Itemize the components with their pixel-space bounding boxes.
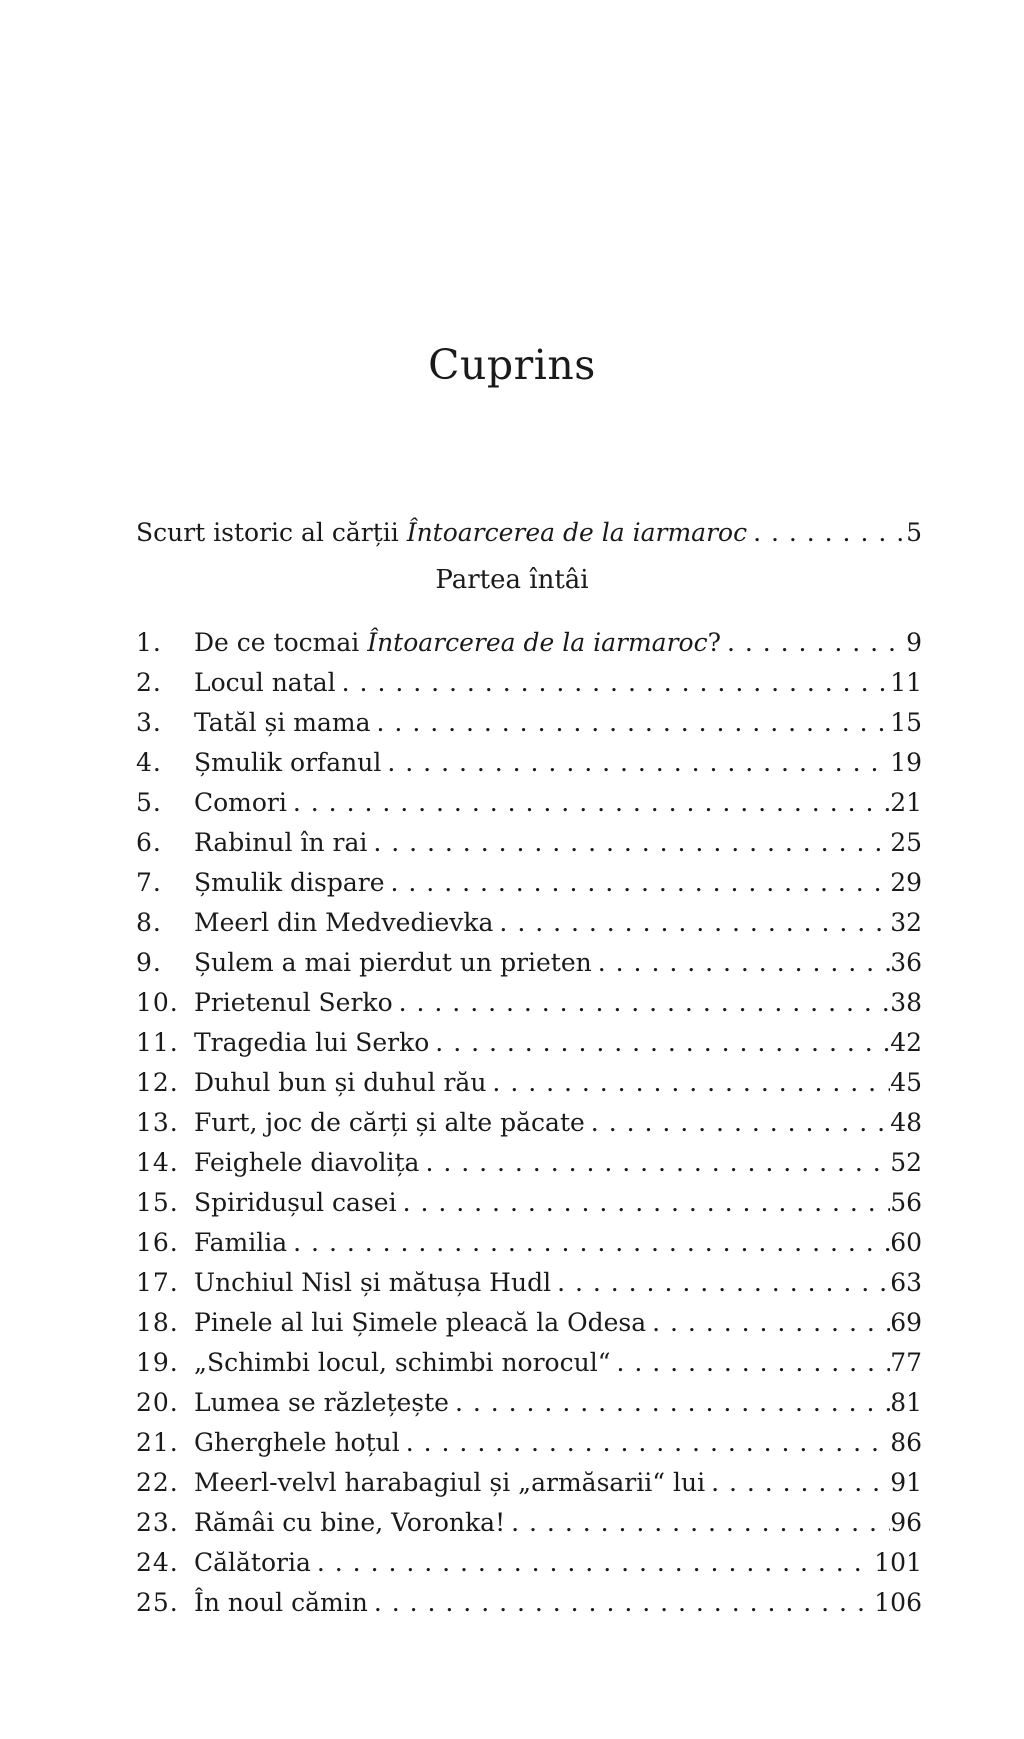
page-title: Cuprins: [428, 341, 596, 389]
toc-entry-text: Spiridușul casei: [194, 1188, 397, 1217]
toc-entry-page: 11: [890, 668, 922, 697]
toc-entry-number: 19.: [136, 1348, 179, 1377]
toc-leader-dots: [705, 1465, 890, 1501]
toc-entry-number: 8.: [136, 908, 162, 937]
toc-leader-dots: [646, 1305, 890, 1341]
toc-entry-page: 91: [890, 1468, 922, 1497]
toc-leader-dots: [287, 785, 890, 821]
toc-entry: [136, 1105, 922, 1141]
toc-leader-dots: [287, 1225, 890, 1261]
toc-entry-page: 29: [890, 868, 922, 897]
toc-entry: [136, 745, 922, 781]
toc-entry-page: 69: [890, 1308, 922, 1337]
toc-entry-number: 7.: [136, 868, 162, 897]
toc-entry-number: 5.: [136, 788, 162, 817]
toc-entry-number: 22.: [136, 1468, 179, 1497]
toc-entry: [136, 1065, 922, 1101]
toc-entry-text: În noul cămin: [194, 1588, 368, 1617]
toc-entry-page: 19: [890, 748, 922, 777]
toc-entry: [136, 1585, 922, 1621]
toc-entry-text: Gherghele hoțul: [194, 1428, 400, 1457]
toc-entry: [136, 705, 922, 741]
toc-entry-number: 15.: [136, 1188, 179, 1217]
toc-entry-page: 15: [890, 708, 922, 737]
toc-entry-text-prefix: Scurt istoric al cărții: [136, 518, 407, 547]
toc-entry-page: 42: [890, 1028, 922, 1057]
toc-entry-text: Tragedia lui Serko: [194, 1028, 430, 1057]
toc-leader-dots: [397, 1185, 891, 1221]
toc-entry-text: Călătoria: [194, 1548, 311, 1577]
toc-entry-page: 32: [890, 908, 922, 937]
toc-leader-dots: [419, 1145, 890, 1181]
toc-entry-number: 10.: [136, 988, 179, 1017]
toc-entry-text: [136, 515, 747, 551]
toc-leader-dots: [368, 1585, 874, 1621]
toc-entry-number: 1.: [136, 628, 162, 657]
toc-entry: [136, 1545, 922, 1581]
toc-entry: [136, 1385, 922, 1421]
toc-entry: [136, 1145, 922, 1181]
toc-entry-page: 25: [890, 828, 922, 857]
toc-entry-text: Locul natal: [194, 668, 336, 697]
toc-entry-text: Lumea se răzlețește: [194, 1388, 449, 1417]
toc-entry-page: 81: [890, 1388, 922, 1417]
toc-entry: [136, 1345, 922, 1381]
toc-entry-page: 96: [890, 1508, 922, 1537]
toc-entry-text: Comori: [194, 788, 287, 817]
toc-entry-number: 3.: [136, 708, 162, 737]
toc-entry-page: 9: [906, 628, 922, 657]
toc-leader-dots: [336, 665, 891, 701]
toc-entry-number: 4.: [136, 748, 162, 777]
toc-entry: [136, 1265, 922, 1301]
toc-entry: [136, 785, 922, 821]
toc-entry-number: 13.: [136, 1108, 179, 1137]
toc-entry-number: 6.: [136, 828, 162, 857]
toc-entry-number: 17.: [136, 1268, 179, 1297]
toc-entry-page: 38: [890, 988, 922, 1017]
toc-entry: [136, 1225, 922, 1261]
toc-entry-page: 52: [890, 1148, 922, 1177]
toc-entry-number: 25.: [136, 1588, 179, 1617]
toc-entry-page: 45: [890, 1068, 922, 1097]
toc-entry-text: Duhul bun și duhul rău: [194, 1068, 487, 1097]
toc-entry-page: 5: [906, 518, 922, 547]
toc-entry: [136, 985, 922, 1021]
toc-entry-text: Meerl-velvl harabagiul și „armăsarii“ lui: [194, 1468, 706, 1497]
toc-entry-number: 14.: [136, 1148, 179, 1177]
toc-entry-text: Unchiul Nisl și mătușa Hudl: [194, 1268, 552, 1297]
toc-entry-text: „Schimbi locul, schimbi norocul“: [194, 1348, 611, 1377]
toc-entry-text: Pinele al lui Șimele pleacă la Odesa: [194, 1308, 647, 1337]
toc-leader-dots: [747, 515, 906, 551]
toc-entry-book-title: Întoarcerea de la iarmaroc: [367, 628, 708, 657]
toc-entry-number: 11.: [136, 1028, 179, 1057]
toc-leader-dots: [585, 1105, 890, 1141]
toc-entry: [136, 1185, 922, 1221]
toc-entry: [136, 1305, 922, 1341]
toc-entry: [136, 1505, 922, 1541]
toc-leader-dots: [449, 1385, 890, 1421]
toc-entry-page: 21: [890, 788, 922, 817]
toc-entry-number: 12.: [136, 1068, 179, 1097]
toc-leader-dots: [381, 745, 890, 781]
toc-entry-text: Meerl din Medvedievka: [194, 908, 494, 937]
toc-entry-number: 16.: [136, 1228, 179, 1257]
toc-entry: [136, 865, 922, 901]
toc-leader-dots: [400, 1425, 890, 1461]
section-title: Partea întâi: [435, 565, 589, 595]
toc-entry-page: 56: [890, 1188, 922, 1217]
toc-leader-dots: [721, 625, 906, 661]
toc-leader-dots: [393, 985, 891, 1021]
toc-entry-text: Prietenul Serko: [194, 988, 393, 1017]
toc-entry-text: Familia: [194, 1228, 288, 1257]
toc-entry-number: 24.: [136, 1548, 179, 1577]
toc-entry-number: 2.: [136, 668, 162, 697]
toc-leader-dots: [505, 1505, 890, 1541]
toc-leader-dots: [551, 1265, 890, 1301]
toc-leader-dots: [371, 705, 891, 741]
toc-entry-text: Furt, joc de cărți și alte păcate: [194, 1108, 585, 1137]
toc-leader-dots: [610, 1345, 890, 1381]
toc-entry: [136, 1025, 922, 1061]
toc-entry-text: Șulem a mai pierdut un prieten: [194, 948, 592, 977]
toc-entry-page: 77: [890, 1348, 922, 1377]
toc-entry-page: 48: [890, 1108, 922, 1137]
toc-leader-dots: [429, 1025, 890, 1061]
toc-entry-text: Rabinul în rai: [194, 828, 368, 857]
toc-leader-dots: [486, 1065, 890, 1101]
toc-entry-page: 60: [890, 1228, 922, 1257]
toc-entry-page: 106: [874, 1588, 922, 1617]
toc-entry: [136, 1425, 922, 1461]
toc-leader-dots: [367, 825, 890, 861]
toc-entry-text: Rămâi cu bine, Voronka!: [194, 1508, 506, 1537]
toc-entry: [136, 905, 922, 941]
toc-entry: [136, 1465, 922, 1501]
toc-entry-number: 21.: [136, 1428, 179, 1457]
toc-leader-dots: [493, 905, 890, 941]
toc-entry-number: 20.: [136, 1388, 179, 1417]
toc-entry-text: [194, 625, 721, 661]
toc-entry-text: Tatăl și mama: [194, 708, 371, 737]
toc-entry-text: Șmulik orfanul: [194, 748, 382, 777]
toc-entry-number: 23.: [136, 1508, 179, 1537]
toc-entry-text-prefix: De ce tocmai: [194, 628, 368, 657]
toc-entry-number: 18.: [136, 1308, 179, 1337]
toc-entry-number: 9.: [136, 948, 162, 977]
toc-entry: [136, 945, 922, 981]
toc-entry-page: 63: [890, 1268, 922, 1297]
toc-entry: [136, 625, 922, 661]
toc-leader-dots: [592, 945, 890, 981]
toc-entry: [136, 825, 922, 861]
toc-entry: [136, 665, 922, 701]
toc-entry-page: 86: [890, 1428, 922, 1457]
toc-entry-text: Feighele diavolița: [194, 1148, 420, 1177]
toc-entry-text: Șmulik dispare: [194, 868, 385, 897]
toc-leader-dots: [311, 1545, 874, 1581]
toc-entry-page: 101: [874, 1548, 922, 1577]
toc-entry-book-title: Întoarcerea de la iarmaroc: [406, 518, 748, 547]
toc-intro-entry: [136, 515, 922, 551]
toc-leader-dots: [385, 865, 891, 901]
toc-entry-text-suffix: ?: [707, 628, 721, 657]
toc-entry-page: 36: [890, 948, 922, 977]
